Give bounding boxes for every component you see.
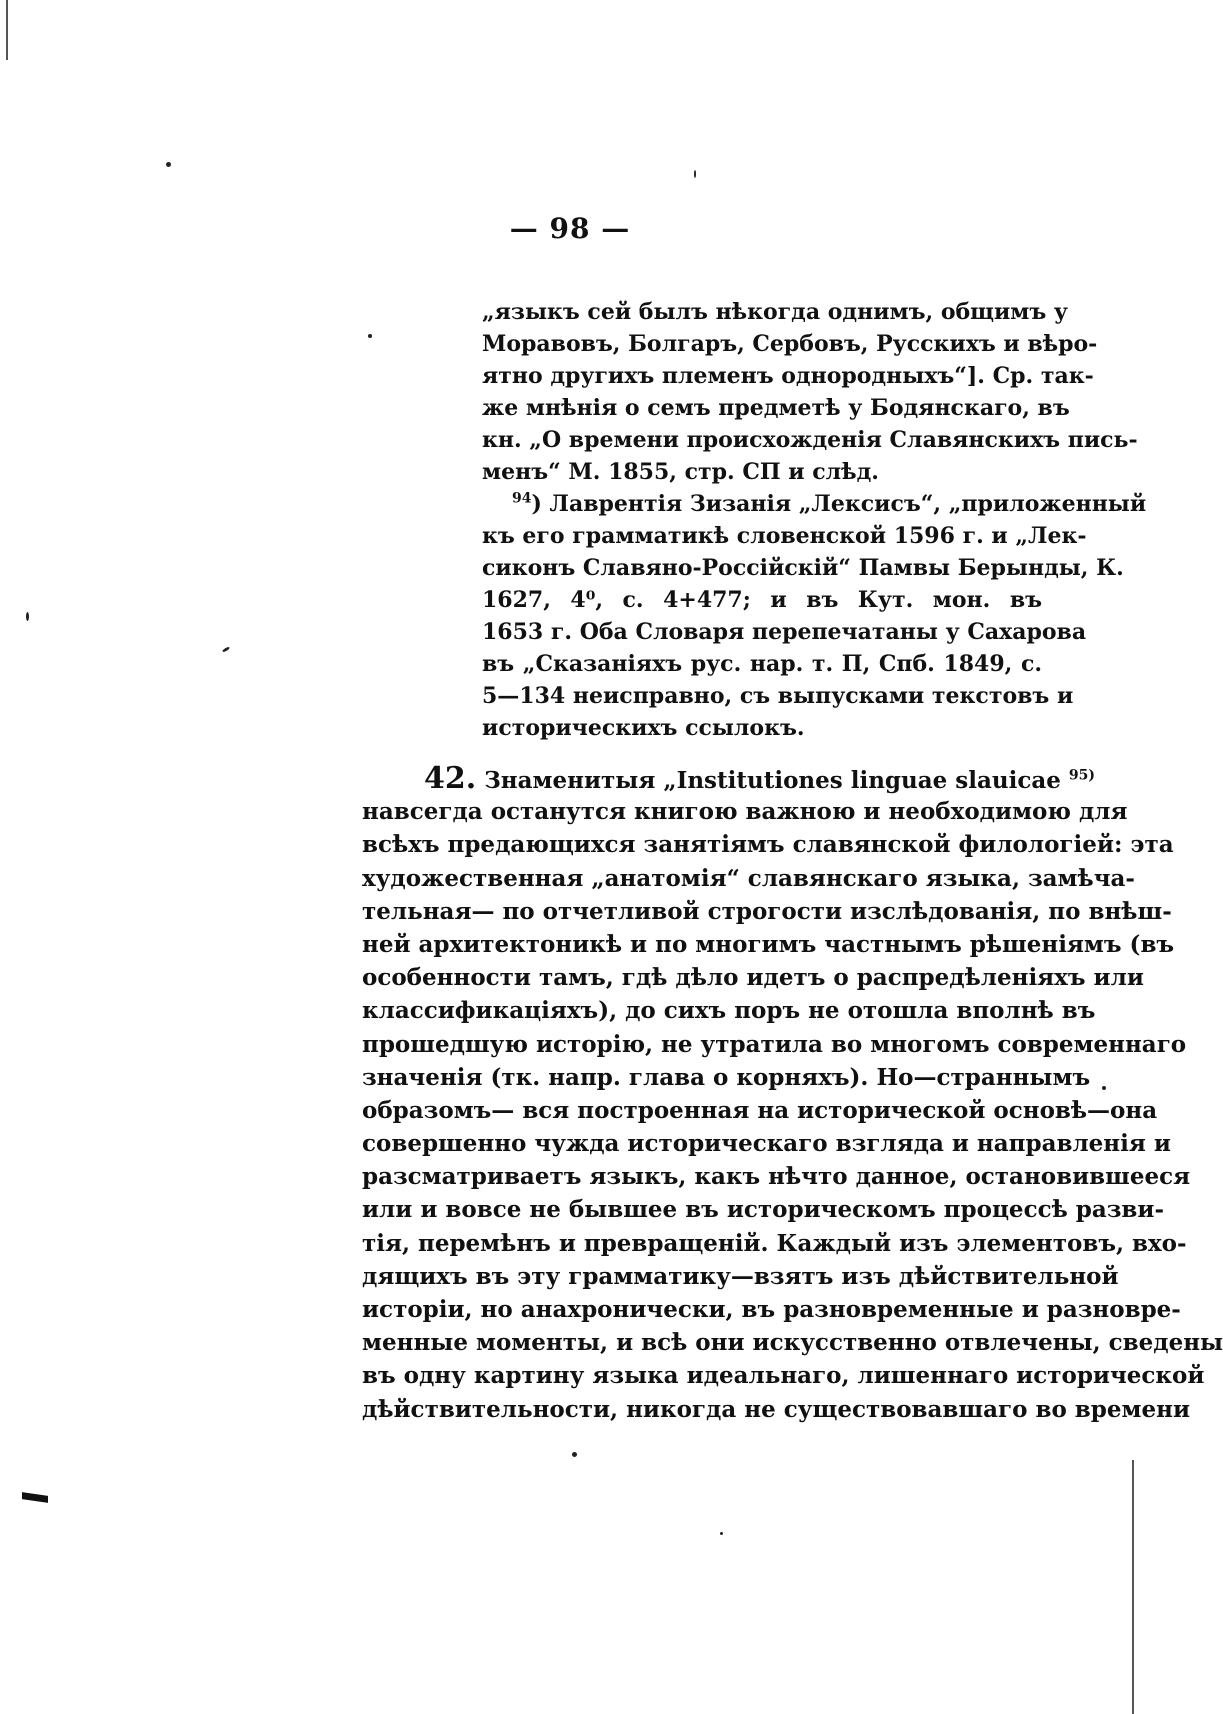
body-line: разсматриваетъ языкъ, какъ нѣчто данное, остановившееся (362, 1163, 1191, 1191)
scan-speck (572, 1452, 577, 1457)
right-edge-mark (1132, 1460, 1134, 1714)
footnote-line: 1627, 4⁰, с. 4+477; и въ Кут. мон. въ (482, 587, 1042, 613)
footnote-line: „языкъ сей былъ нѣкогда однимъ, общимъ у (482, 299, 1069, 325)
section-first-text: Знаменитыя „Institutiones linguae slauicae (484, 767, 1061, 794)
body-line: особенности тамъ, гдѣ дѣло идетъ о распредѣленіяхъ или (362, 964, 1144, 992)
scan-speck (26, 612, 29, 621)
footnote-line: менъ“ М. 1855, стр. СП и слѣд. (482, 459, 879, 485)
section-42-body (362, 761, 1223, 1426)
body-line: совершенно чужда историческаго взгляда и направленія и (362, 1130, 1171, 1158)
scan-speck (694, 170, 696, 178)
footnote-94-text: ) Лаврентія Зизанія „Лексисъ“, „приложенный (531, 491, 1147, 517)
footnote-line: въ „Сказаніяхъ рус. нар. т. П, Спб. 1849, с. (482, 651, 1042, 677)
scan-bar (22, 1492, 48, 1503)
body-line: менные моменты, и всѣ они искусственно отвлечены, сведены (362, 1329, 1223, 1357)
body-line: образомъ— вся построенная на исторической основѣ—она (362, 1096, 1158, 1124)
scan-speck (368, 334, 372, 338)
footnote-line: кн. „О времени происхожденія Славянскихъ пись- (482, 427, 1138, 453)
scan-speck (720, 1532, 723, 1535)
body-line: навсегда останутся книгою важною и необходимою для (362, 798, 1128, 826)
footnote-line: Моравовъ, Болгаръ, Сербовъ, Русскихъ и вѣро- (482, 331, 1098, 357)
footnote-line: историческихъ ссылокъ. (482, 715, 805, 741)
section-number: 42. (424, 761, 477, 796)
body-line: тельная— по отчетливой строгости изслѣдованія, по внѣш- (362, 897, 1172, 925)
footnote-line: же мнѣнія о семъ предметѣ у Бодянскаго, въ (482, 395, 1070, 421)
footnote-line: 1653 г. Оба Словаря перепечатаны у Сахарова (482, 619, 1087, 645)
scan-speck (166, 162, 171, 167)
footnote-line: ятно другихъ племенъ однородныхъ“]. Ср. так- (482, 363, 1094, 389)
body-line: тія, перемѣнъ и превращеній. Каждый изъ элементовъ, вхо- (362, 1229, 1187, 1257)
body-line: въ одну картину языка идеальнаго, лишеннаго исторической (362, 1362, 1205, 1390)
body-line: ней архитектоникѣ и по многимъ частнымъ рѣшеніямъ (въ (362, 930, 1175, 958)
body-line: дящихъ въ эту грамматику—взятъ изъ дѣйствительной (362, 1262, 1119, 1290)
body-line: прошедшую исторію, не утратила во многомъ современнаго (362, 1030, 1187, 1058)
body-line: исторіи, но анахронически, въ разновременные и разновре- (362, 1296, 1181, 1323)
footnote-94-first-line (482, 488, 1147, 520)
scan-speck (222, 646, 230, 653)
footnote-line: 5—134 неисправно, съ выпусками текстовъ и (482, 683, 1074, 709)
section-42-first-line (362, 761, 1095, 796)
scan-speck (1102, 1086, 1106, 1090)
body-line: художественная „анатомія“ славянскаго языка, замѣча- (362, 864, 1135, 892)
footnote-95-marker: 95) (1068, 767, 1095, 784)
body-line: значенія (тк. напр. глава о корняхъ). Но—страннымъ (362, 1063, 1091, 1091)
footnote-94-marker: 94 (512, 490, 532, 507)
body-line: всѣхъ предающихся занятіямъ славянской филологіей: эта (362, 831, 1174, 859)
body-line: или и вовсе не бывшее въ историческомъ процессѣ разви- (362, 1196, 1165, 1224)
footnote-line: сиконъ Славяно-Россійскій“ Памвы Берынды, К. (482, 555, 1124, 581)
footnote-line: къ его грамматикѣ словенской 1596 г. и „Лек- (482, 523, 1087, 549)
page-number: — 98 — (509, 212, 631, 245)
body-line: классификаціяхъ), до сихъ поръ не отошла вполнѣ въ (362, 997, 1096, 1025)
left-edge-mark (6, 0, 8, 60)
body-line: дѣйствительности, никогда не существовавшаго во времени (362, 1395, 1191, 1423)
footnotes-block (482, 296, 1147, 744)
